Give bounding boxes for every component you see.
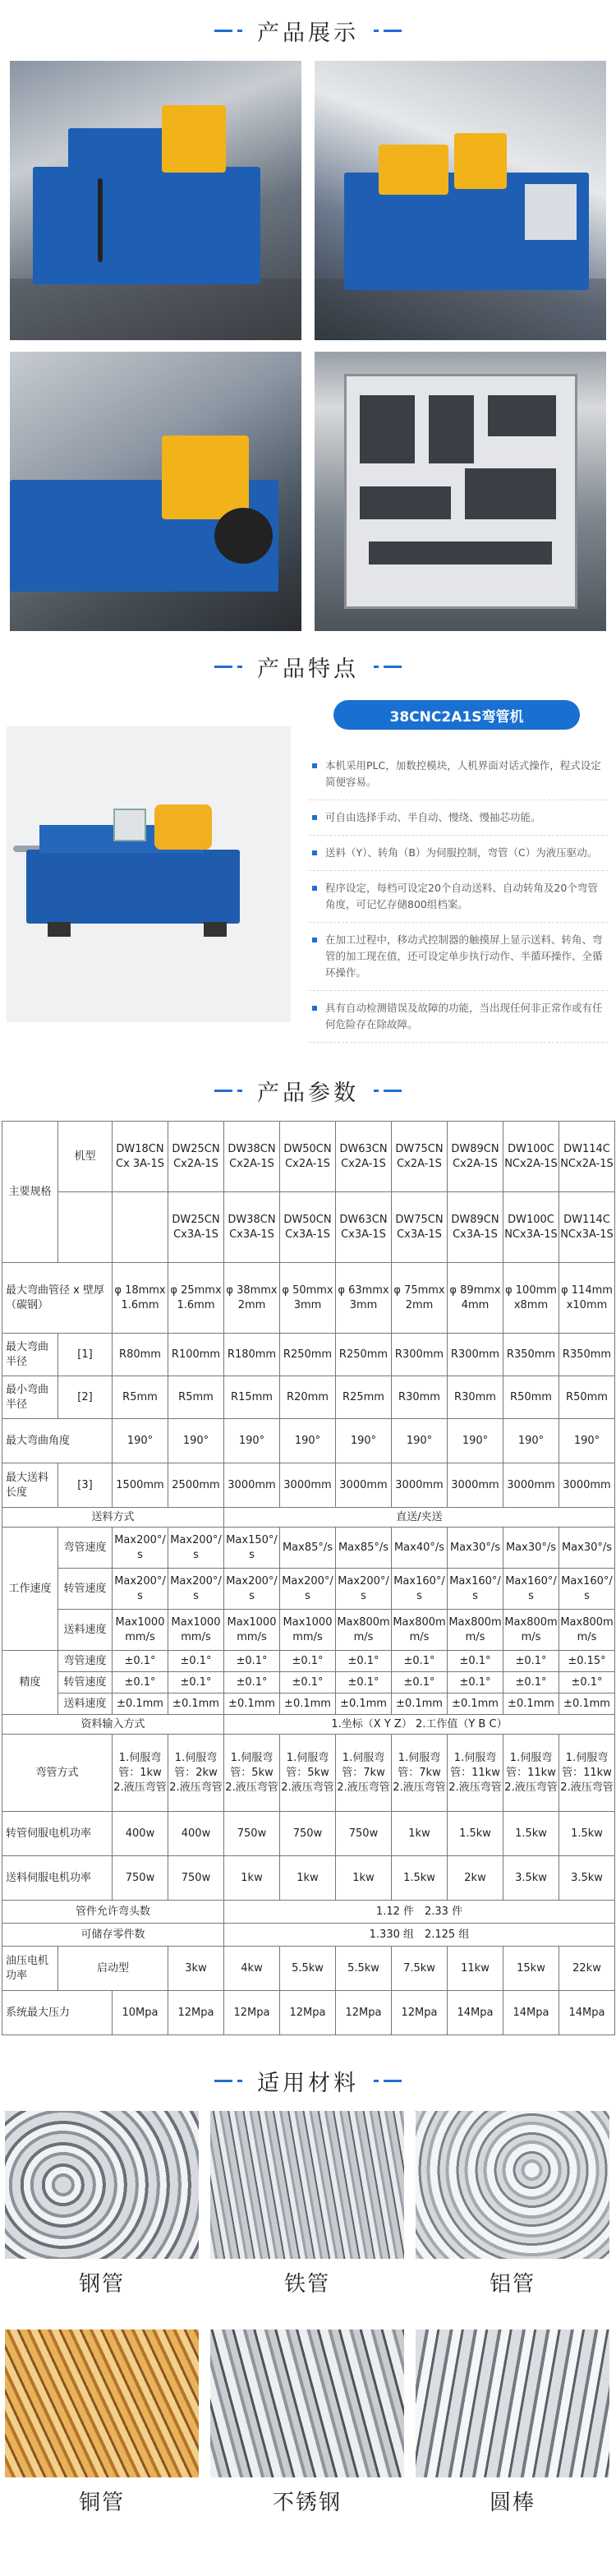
table-cell: 弯管速度 bbox=[58, 1528, 113, 1569]
table-cell: Max200°/s bbox=[168, 1569, 224, 1610]
params-title: 产品参数 bbox=[257, 1080, 359, 1106]
material-image bbox=[5, 2329, 199, 2477]
table-cell: 1.伺服弯管：7kw 2.液压弯管 bbox=[392, 1735, 448, 1812]
table-cell: ±0.1mm bbox=[280, 1694, 336, 1715]
table-cell: ±0.1° bbox=[113, 1672, 168, 1694]
row-header: 机型 bbox=[58, 1122, 113, 1192]
material-label: 圆棒 bbox=[489, 2491, 536, 2515]
material-card bbox=[416, 2329, 609, 2548]
table-cell: ±0.1° bbox=[224, 1651, 280, 1672]
table-cell: DW114CNCx3A-1S bbox=[559, 1192, 615, 1263]
table-cell: 3.5kw bbox=[559, 1856, 615, 1901]
table-cell: φ 38mmx2mm bbox=[224, 1263, 280, 1334]
table-cell: 3000mm bbox=[336, 1463, 392, 1508]
table-cell: DW114CNCx2A-1S bbox=[559, 1122, 615, 1192]
table-cell: DW63CNCx3A-1S bbox=[336, 1192, 392, 1263]
material-card bbox=[5, 2329, 199, 2548]
table-cell: ±0.15° bbox=[559, 1651, 615, 1672]
row-header: 送料伺服电机功率 bbox=[2, 1856, 113, 1901]
table-cell: DW100CNCx3A-1S bbox=[503, 1192, 559, 1263]
table-cell: 11kw bbox=[448, 1947, 503, 1991]
table-cell: DW50CNCx2A-1S bbox=[280, 1122, 336, 1192]
table-cell: 3000mm bbox=[224, 1463, 280, 1508]
table-cell: 3kw bbox=[168, 1947, 224, 1991]
row-header: 系统最大压力 bbox=[2, 1991, 113, 2035]
table-cell: 14Mpa bbox=[448, 1991, 503, 2035]
table-cell: ±0.1° bbox=[224, 1672, 280, 1694]
material-label: 钢管 bbox=[78, 2272, 125, 2297]
table-cell: DW25CNCx3A-1S bbox=[168, 1192, 224, 1263]
material-image bbox=[416, 2111, 609, 2259]
section-title-features bbox=[0, 636, 616, 697]
table-cell: R20mm bbox=[280, 1376, 336, 1419]
table-cell: 190° bbox=[168, 1419, 224, 1463]
table-cell: Max200°/s bbox=[280, 1569, 336, 1610]
table-cell: 750w bbox=[113, 1856, 168, 1901]
feature-item: 程序设定，每档可设定20个自动送料、自动转角及20个弯管角度，可记忆存储800组档案。 bbox=[309, 880, 608, 923]
feature-item: 在加工过程中，移动式控制器的触摸屏上显示送料、转角、弯管的加工现在值，还可设定单步执行动作、半循环操作、全循环操作。 bbox=[309, 932, 608, 991]
row-header: 主要规格 bbox=[2, 1122, 58, 1263]
table-cell: 12Mpa bbox=[224, 1991, 280, 2035]
material-card bbox=[210, 2329, 404, 2548]
table-cell: φ 25mmx1.6mm bbox=[168, 1263, 224, 1334]
table-cell: ±0.1mm bbox=[113, 1694, 168, 1715]
table-cell: ±0.1° bbox=[168, 1672, 224, 1694]
table-cell: Max200°/s bbox=[336, 1569, 392, 1610]
table-cell: Max200°/s bbox=[224, 1569, 280, 1610]
table-cell: DW75CNCx2A-1S bbox=[392, 1122, 448, 1192]
table-cell: R350mm bbox=[503, 1334, 559, 1376]
table-cell: Max160°/s bbox=[559, 1569, 615, 1610]
table-cell: 12Mpa bbox=[168, 1991, 224, 2035]
table-cell: R30mm bbox=[392, 1376, 448, 1419]
row-header: 最小弯曲半径 bbox=[2, 1376, 58, 1419]
table-cell: ±0.1° bbox=[392, 1651, 448, 1672]
table-cell: R300mm bbox=[392, 1334, 448, 1376]
table-cell: 1.伺服弯管：5kw 2.液压弯管 bbox=[280, 1735, 336, 1812]
features-title: 产品特点 bbox=[257, 656, 359, 682]
table-cell bbox=[113, 1192, 168, 1263]
row-header: 最大送料长度 bbox=[2, 1463, 58, 1508]
table-cell: 1.伺服弯管：1kw 2.液压弯管 bbox=[113, 1735, 168, 1812]
table-cell: 750w bbox=[280, 1812, 336, 1856]
feature-item: 本机采用PLC，加数控模块，人机界面对话式操作，程式设定简便容易。 bbox=[309, 758, 608, 800]
table-cell: 转管速度 bbox=[58, 1569, 113, 1610]
material-card bbox=[210, 2111, 404, 2329]
material-label: 铝管 bbox=[489, 2272, 536, 2297]
table-cell: 14Mpa bbox=[559, 1991, 615, 2035]
table-cell: φ 89mmx4mm bbox=[448, 1263, 503, 1334]
table-cell: 3000mm bbox=[448, 1463, 503, 1508]
table-cell: 190° bbox=[336, 1419, 392, 1463]
table-cell: [2] bbox=[58, 1376, 113, 1419]
table-cell: R30mm bbox=[448, 1376, 503, 1419]
table-cell: ±0.1° bbox=[503, 1651, 559, 1672]
showcase-photos bbox=[0, 61, 616, 631]
table-cell: ±0.1° bbox=[280, 1651, 336, 1672]
table-cell: Max85°/s bbox=[280, 1528, 336, 1569]
row-header: 可储存零件数 bbox=[2, 1924, 224, 1947]
table-cell: DW18CNCx 3A-1S bbox=[113, 1122, 168, 1192]
row-header: 资料输入方式 bbox=[2, 1715, 224, 1735]
table-cell: 22kw bbox=[559, 1947, 615, 1991]
table-cell: 3000mm bbox=[280, 1463, 336, 1508]
table-cell: ±0.1mm bbox=[224, 1694, 280, 1715]
table-cell: Max800mm/s bbox=[392, 1610, 448, 1651]
table-cell: 5.5kw bbox=[336, 1947, 392, 1991]
table-cell: 2kw bbox=[448, 1856, 503, 1901]
table-cell: 1.5kw bbox=[559, 1812, 615, 1856]
table-cell: 190° bbox=[503, 1419, 559, 1463]
table-cell: Max1000mm/s bbox=[280, 1610, 336, 1651]
table-cell: 3000mm bbox=[559, 1463, 615, 1508]
row-header: 转管伺服电机功率 bbox=[2, 1812, 113, 1856]
table-cell: ±0.1° bbox=[336, 1672, 392, 1694]
row-header: 最大弯曲角度 bbox=[2, 1419, 113, 1463]
row-header: 最大弯曲管径 x 壁厚（碳钢） bbox=[2, 1263, 113, 1334]
feature-list bbox=[302, 758, 608, 1043]
features-block bbox=[0, 700, 616, 1052]
table-cell: Max160°/s bbox=[503, 1569, 559, 1610]
table-cell: 1kw bbox=[336, 1856, 392, 1901]
table-cell: 1.伺服弯管：11kw 2.液压弯管 bbox=[503, 1735, 559, 1812]
table-cell: 弯管速度 bbox=[58, 1651, 113, 1672]
table-cell: 4kw bbox=[224, 1947, 280, 1991]
material-image bbox=[5, 2111, 199, 2259]
table-cell: R25mm bbox=[336, 1376, 392, 1419]
table-cell: DW25CNCx2A-1S bbox=[168, 1122, 224, 1192]
table-cell: 750w bbox=[168, 1856, 224, 1901]
table-cell: Max800mm/s bbox=[336, 1610, 392, 1651]
table-cell: 14Mpa bbox=[503, 1991, 559, 2035]
section-title-showcase bbox=[0, 0, 616, 61]
table-cell: 1.伺服弯管：5kw 2.液压弯管 bbox=[224, 1735, 280, 1812]
feature-item: 送料（Y）、转角（B）为伺服控制，弯管（C）为液压驱动。 bbox=[309, 845, 608, 871]
table-cell: ±0.1° bbox=[503, 1672, 559, 1694]
table-cell: ±0.1mm bbox=[448, 1694, 503, 1715]
row-header: 管件允许弯头数 bbox=[2, 1901, 224, 1924]
material-card bbox=[5, 2111, 199, 2329]
table-cell: 190° bbox=[280, 1419, 336, 1463]
table-cell: DW38CNCx3A-1S bbox=[224, 1192, 280, 1263]
table-cell: Max1000mm/s bbox=[168, 1610, 224, 1651]
table-cell: 190° bbox=[113, 1419, 168, 1463]
table-cell: 1500mm bbox=[113, 1463, 168, 1508]
table-cell: 启动型 bbox=[58, 1947, 168, 1991]
table-cell: 转管速度 bbox=[58, 1672, 113, 1694]
table-cell: R250mm bbox=[336, 1334, 392, 1376]
table-cell: φ 75mmx2mm bbox=[392, 1263, 448, 1334]
table-cell: Max85°/s bbox=[336, 1528, 392, 1569]
table-cell: 10Mpa bbox=[113, 1991, 168, 2035]
material-image bbox=[416, 2329, 609, 2477]
table-cell: 1.伺服弯管：11kw 2.液压弯管 bbox=[448, 1735, 503, 1812]
table-cell: ±0.1mm bbox=[559, 1694, 615, 1715]
table-cell: 直送/夹送 bbox=[224, 1508, 615, 1528]
machine-image bbox=[7, 726, 291, 1022]
table-cell: φ 114mmx10mm bbox=[559, 1263, 615, 1334]
showcase-photo-4 bbox=[315, 352, 606, 631]
table-cell: ±0.1° bbox=[392, 1672, 448, 1694]
table-cell: R250mm bbox=[280, 1334, 336, 1376]
table-cell: φ 63mmx3mm bbox=[336, 1263, 392, 1334]
table-cell: [3] bbox=[58, 1463, 113, 1508]
model-badge: 38CNC2A1S弯管机 bbox=[333, 700, 580, 730]
table-cell: R15mm bbox=[224, 1376, 280, 1419]
table-cell: ±0.1mm bbox=[168, 1694, 224, 1715]
table-cell: Max150°/s bbox=[224, 1528, 280, 1569]
table-cell: 送料速度 bbox=[58, 1694, 113, 1715]
table-cell: 750w bbox=[224, 1812, 280, 1856]
table-cell: ±0.1° bbox=[168, 1651, 224, 1672]
table-cell: Max800mm/s bbox=[559, 1610, 615, 1651]
table-cell: 750w bbox=[336, 1812, 392, 1856]
params-table-wrap bbox=[0, 1121, 616, 2035]
table-cell: ±0.1mm bbox=[392, 1694, 448, 1715]
params-table bbox=[2, 1121, 615, 2035]
feature-item: 可自由选择手动、半自动、慢绕、慢抽芯功能。 bbox=[309, 809, 608, 836]
table-cell: 1.伺服弯管：11kw 2.液压弯管 bbox=[559, 1735, 615, 1812]
table-cell: Max1000mm/s bbox=[224, 1610, 280, 1651]
section-title-materials bbox=[0, 2050, 616, 2111]
table-cell: 12Mpa bbox=[280, 1991, 336, 2035]
table-cell: R80mm bbox=[113, 1334, 168, 1376]
table-cell: DW75CNCx3A-1S bbox=[392, 1192, 448, 1263]
table-cell: Max200°/s bbox=[168, 1528, 224, 1569]
table-cell: Max30°/s bbox=[559, 1528, 615, 1569]
table-cell: ±0.1° bbox=[113, 1651, 168, 1672]
table-cell: 1kw bbox=[280, 1856, 336, 1901]
table-cell: Max30°/s bbox=[503, 1528, 559, 1569]
material-image bbox=[210, 2329, 404, 2477]
row-header: 最大弯曲半径 bbox=[2, 1334, 58, 1376]
table-cell: φ 50mmx3mm bbox=[280, 1263, 336, 1334]
table-cell: DW38CNCx2A-1S bbox=[224, 1122, 280, 1192]
showcase-photo-2 bbox=[315, 61, 606, 340]
showcase-photo-3 bbox=[10, 352, 301, 631]
table-cell: 1.5kw bbox=[503, 1812, 559, 1856]
table-cell: ±0.1° bbox=[448, 1672, 503, 1694]
table-cell: 400w bbox=[168, 1812, 224, 1856]
table-cell: 1kw bbox=[392, 1812, 448, 1856]
table-cell: R5mm bbox=[113, 1376, 168, 1419]
table-cell: 1.伺服弯管：2kw 2.液压弯管 bbox=[168, 1735, 224, 1812]
table-cell: 190° bbox=[224, 1419, 280, 1463]
table-cell: ±0.1mm bbox=[336, 1694, 392, 1715]
table-cell: 1.伺服弯管：7kw 2.液压弯管 bbox=[336, 1735, 392, 1812]
table-cell: 送料速度 bbox=[58, 1610, 113, 1651]
table-cell: Max40°/s bbox=[392, 1528, 448, 1569]
table-cell: 190° bbox=[448, 1419, 503, 1463]
table-cell: Max160°/s bbox=[448, 1569, 503, 1610]
table-cell: Max200°/s bbox=[113, 1569, 168, 1610]
table-cell: 1.5kw bbox=[448, 1812, 503, 1856]
table-cell: DW63CNCx2A-1S bbox=[336, 1122, 392, 1192]
table-cell: R350mm bbox=[559, 1334, 615, 1376]
material-label: 铜管 bbox=[78, 2491, 125, 2515]
table-cell: 1.坐标（X Y Z） 2.工作值（Y B C） bbox=[224, 1715, 615, 1735]
table-cell: R100mm bbox=[168, 1334, 224, 1376]
row-header: 精度 bbox=[2, 1651, 58, 1715]
table-cell: 1.330 组 2.125 组 bbox=[224, 1924, 615, 1947]
table-cell: [1] bbox=[58, 1334, 113, 1376]
table-cell: R180mm bbox=[224, 1334, 280, 1376]
table-cell: 1kw bbox=[224, 1856, 280, 1901]
table-cell: 2500mm bbox=[168, 1463, 224, 1508]
table-cell: Max1000mm/s bbox=[113, 1610, 168, 1651]
table-cell: R50mm bbox=[503, 1376, 559, 1419]
table-cell: ±0.1° bbox=[559, 1672, 615, 1694]
table-cell: R300mm bbox=[448, 1334, 503, 1376]
material-image bbox=[210, 2111, 404, 2259]
row-header: 油压电机功率 bbox=[2, 1947, 58, 1991]
showcase-photo-1 bbox=[10, 61, 301, 340]
table-cell: DW89CNCx2A-1S bbox=[448, 1122, 503, 1192]
table-cell: DW100CNCx2A-1S bbox=[503, 1122, 559, 1192]
table-cell: Max30°/s bbox=[448, 1528, 503, 1569]
table-cell: 1.5kw bbox=[392, 1856, 448, 1901]
table-cell: φ 100mmx8mm bbox=[503, 1263, 559, 1334]
materials-title: 适用材料 bbox=[257, 2070, 359, 2096]
table-cell: 190° bbox=[559, 1419, 615, 1463]
row-header: 送料方式 bbox=[2, 1508, 224, 1528]
table-cell: 3.5kw bbox=[503, 1856, 559, 1901]
table-cell bbox=[58, 1192, 113, 1263]
table-cell: 3000mm bbox=[503, 1463, 559, 1508]
table-cell: R5mm bbox=[168, 1376, 224, 1419]
table-cell: DW50CNCx3A-1S bbox=[280, 1192, 336, 1263]
table-cell: ±0.1mm bbox=[503, 1694, 559, 1715]
material-card bbox=[416, 2111, 609, 2329]
table-cell: ±0.1° bbox=[448, 1651, 503, 1672]
table-cell: DW89CNCx3A-1S bbox=[448, 1192, 503, 1263]
table-cell: φ 18mmx1.6mm bbox=[113, 1263, 168, 1334]
showcase-title: 产品展示 bbox=[257, 20, 359, 46]
table-cell: 12Mpa bbox=[392, 1991, 448, 2035]
feature-item: 具有自动检测错误及故障的功能，当出现任何非正常作或有任何危险存在除故障。 bbox=[309, 1000, 608, 1043]
table-cell: Max160°/s bbox=[392, 1569, 448, 1610]
table-cell: R50mm bbox=[559, 1376, 615, 1419]
table-cell: 15kw bbox=[503, 1947, 559, 1991]
table-cell: 12Mpa bbox=[336, 1991, 392, 2035]
table-cell: Max800mm/s bbox=[503, 1610, 559, 1651]
row-header: 工作速度 bbox=[2, 1528, 58, 1651]
table-cell: Max800mm/s bbox=[448, 1610, 503, 1651]
table-cell: 5.5kw bbox=[280, 1947, 336, 1991]
table-cell: 400w bbox=[113, 1812, 168, 1856]
materials-grid bbox=[0, 2111, 616, 2548]
table-cell: 1.12 件 2.33 件 bbox=[224, 1901, 615, 1924]
table-cell: ±0.1° bbox=[336, 1651, 392, 1672]
material-label: 铁管 bbox=[283, 2272, 330, 2297]
table-cell: 3000mm bbox=[392, 1463, 448, 1508]
table-cell: ±0.1° bbox=[280, 1672, 336, 1694]
table-cell: Max200°/s bbox=[113, 1528, 168, 1569]
row-header: 弯管方式 bbox=[2, 1735, 113, 1812]
material-label: 不锈钢 bbox=[272, 2491, 342, 2515]
table-cell: 190° bbox=[392, 1419, 448, 1463]
section-title-params bbox=[0, 1060, 616, 1121]
table-cell: 7.5kw bbox=[392, 1947, 448, 1991]
